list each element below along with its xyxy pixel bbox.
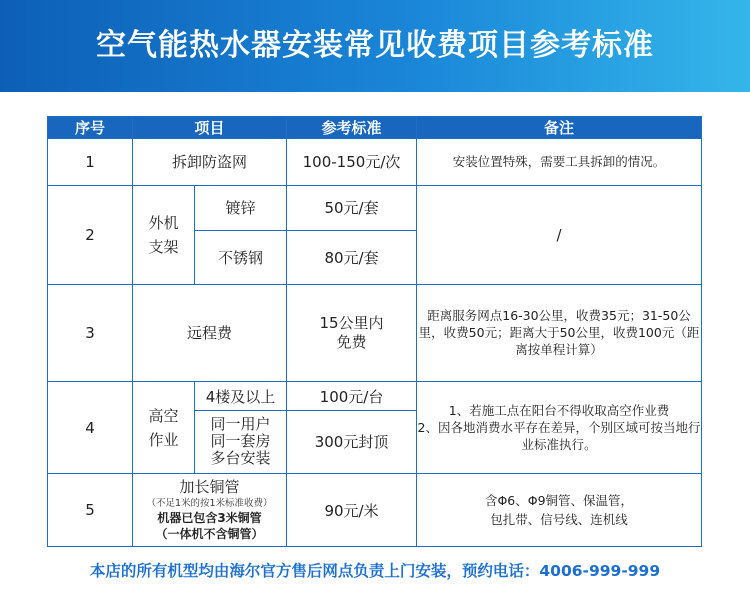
table-header-row xyxy=(48,117,702,139)
row-no: 5 xyxy=(48,474,133,547)
table-row xyxy=(48,185,702,230)
row-no: 1 xyxy=(48,139,133,185)
row-subitem: 不锈钢 xyxy=(195,231,287,284)
row-standard: 300元封顶 xyxy=(287,410,417,474)
row-standard: 100元/台 xyxy=(287,382,417,410)
row-subitem: 同一用户 同一套房 多台安装 xyxy=(195,410,287,474)
row-remark: 含Φ6、Φ9铜管、保温管， 包扎带、信号线、连机线 xyxy=(417,474,702,547)
row-item: 加长铜管 xyxy=(179,478,240,497)
table-row xyxy=(48,139,702,185)
row-group: 高空 作业 xyxy=(133,382,195,474)
header-standard: 参考标准 xyxy=(287,117,417,139)
row-standard: 15公里内 免费 xyxy=(287,284,417,382)
row-remark: 距离服务网点16-30公里，收费35元；31-50公里，收费50元；距离大于50公里，收费100元（距离按单程计算） xyxy=(417,284,702,382)
row-subitem: 4楼及以上 xyxy=(195,382,287,410)
row-item-cell xyxy=(133,474,287,547)
row-no: 2 xyxy=(48,185,133,284)
row-item: 远程费 xyxy=(133,284,287,382)
row-item-extra: 机器已包含3米铜管 （一体机不含铜管） xyxy=(155,511,264,542)
row-remark: 安装位置特殊，需要工具拆卸的情况。 xyxy=(417,139,702,185)
row-standard: 80元/套 xyxy=(287,231,417,284)
row-standard: 90元/米 xyxy=(287,474,417,547)
header-no: 序号 xyxy=(48,117,133,139)
row-item: 拆卸防盗网 xyxy=(133,139,287,185)
footer-contact: 本店的所有机型均由海尔官方售后网点负责上门安装，预约电话：4006-999-999 xyxy=(89,562,661,580)
row-item-note: （不足1米的按1米标准收费） xyxy=(146,498,273,510)
row-remark: 1、若施工点在阳台不得收取高空作业费 2、因各地消费水平存在差异，个别区域可按当地行业标准执行。 xyxy=(417,382,702,474)
row-no: 4 xyxy=(48,382,133,474)
header-item: 项目 xyxy=(133,117,287,139)
table-row xyxy=(48,382,702,410)
row-standard: 50元/套 xyxy=(287,185,417,230)
row-subitem: 镀锌 xyxy=(195,185,287,230)
row-no: 3 xyxy=(48,284,133,382)
row-remark: / xyxy=(417,185,702,284)
header-remark: 备注 xyxy=(417,117,702,139)
fee-table xyxy=(47,116,702,547)
page-title: 空气能热水器安装常见收费项目参考标准 xyxy=(96,28,654,63)
row-group: 外机 支架 xyxy=(133,185,195,284)
table-row xyxy=(48,284,702,382)
row-standard: 100-150元/次 xyxy=(287,139,417,185)
table-row xyxy=(48,474,702,547)
title-banner xyxy=(0,0,750,92)
